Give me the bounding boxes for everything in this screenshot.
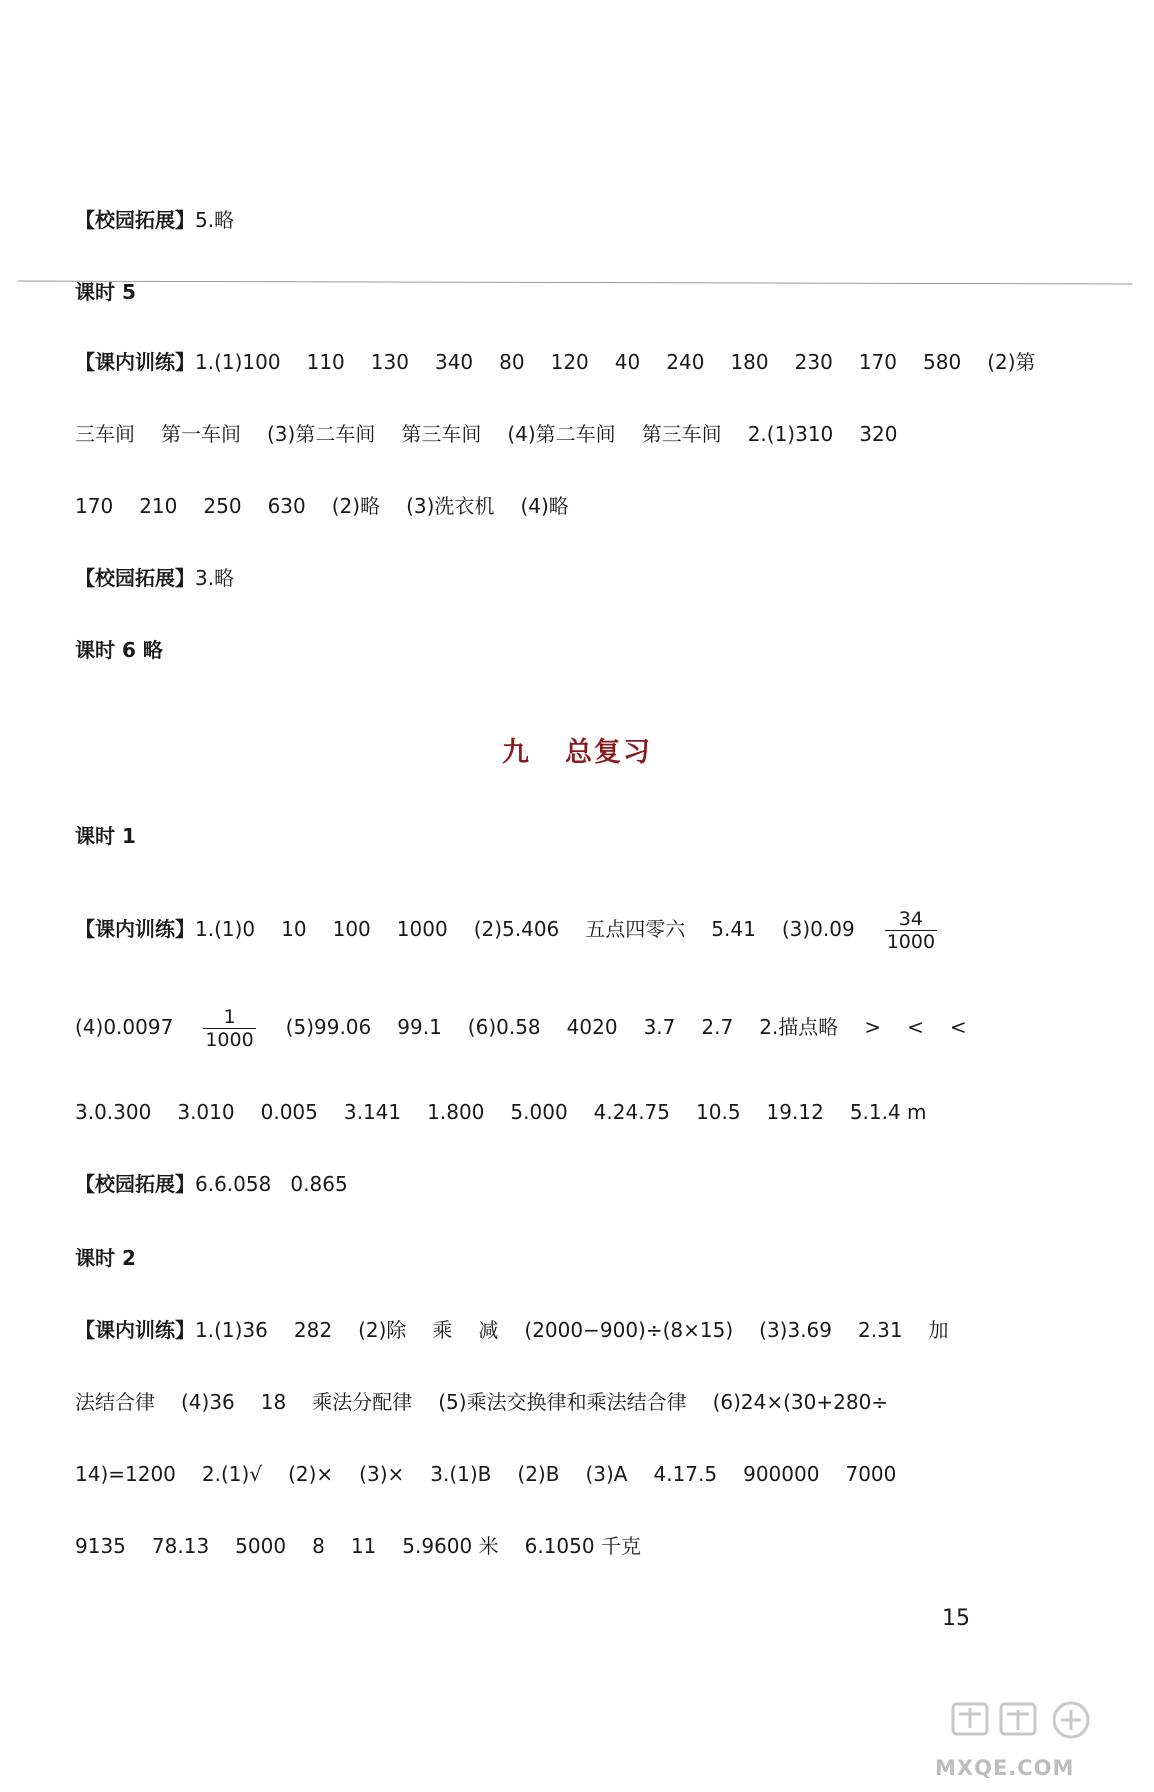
- answer-item: 5.41: [711, 917, 756, 941]
- answer-item: 1.800: [427, 1100, 485, 1124]
- answer-item: 3.010: [177, 1100, 235, 1124]
- answer-item: 7000: [845, 1462, 897, 1486]
- answer-item: 乘: [432, 1318, 453, 1342]
- answer-item: 4020: [566, 1015, 618, 1039]
- answer-item: 5.9600 米: [402, 1534, 499, 1558]
- chapter-title: 九 总复习: [502, 737, 652, 768]
- answer-item: 630: [267, 494, 306, 518]
- answer-item: 40: [614, 350, 641, 374]
- answer-item: (2000−900)÷(8×15): [524, 1318, 734, 1342]
- lesson-heading-6: 课时 6 略: [75, 638, 163, 662]
- answer-item: 180: [730, 350, 769, 374]
- answer-item: (3)洗衣机: [406, 494, 495, 518]
- answer-item: <: [907, 1015, 924, 1039]
- answer-item: 3.7: [643, 1015, 676, 1039]
- answer-item: 210: [139, 494, 178, 518]
- answer-item: 14)=1200: [75, 1462, 176, 1486]
- watermark-logo-icon: [935, 1700, 1135, 1760]
- answer-item: 78.13: [151, 1534, 210, 1558]
- answer-item: 130: [370, 350, 409, 374]
- answer-item: 5.1.4 m: [849, 1100, 927, 1124]
- answer-item: 1000: [396, 917, 448, 941]
- answer-item: 340: [434, 350, 474, 374]
- answer-item: 3.141: [343, 1100, 402, 1124]
- fraction: $\frac{34}{1000}$: [886, 908, 936, 953]
- answer-item: 减: [478, 1318, 499, 1342]
- answer-item: (3)第二车间: [267, 422, 376, 446]
- answer-item: (4)36: [181, 1390, 235, 1414]
- answer-item: 加: [928, 1318, 949, 1342]
- fraction: $\frac{1}{1000}$: [205, 1006, 254, 1051]
- answer-item: 1.(1)100: [195, 350, 281, 374]
- line-class-training-1: 【课内训练】1.(1)100 110 130 340 80 120 40 240 180 230 170 580 (2)第: [75, 350, 1036, 374]
- answer-item: 第一车间: [161, 422, 241, 446]
- answer-item: 320: [859, 422, 898, 446]
- answer-item: 170: [858, 350, 897, 374]
- answer-item: (6)0.58: [467, 1015, 541, 1039]
- answer-item: 80: [499, 350, 525, 374]
- answer-item: (2)B: [517, 1462, 560, 1486]
- answer-item: 2.7: [701, 1015, 734, 1039]
- answer-item: 0.005: [260, 1100, 318, 1124]
- answer-item: 3.0.300: [75, 1100, 152, 1124]
- answer-item: 110: [306, 350, 345, 374]
- answer-item: 9135: [75, 1534, 126, 1558]
- page-number: 15: [942, 1606, 970, 1631]
- answer-item: (2)×: [288, 1462, 334, 1486]
- line-review-7: [75, 1532, 641, 1560]
- line-review-2: (4)0.0097 $\frac{1}{1000}$ (5)99.06 99.1 (6)0.58 4020 3.7 2.7 2.描点略 > < <: [75, 1006, 967, 1051]
- answer-item: 5.000: [510, 1100, 568, 1124]
- answer-item: 1.(1)0: [195, 917, 256, 941]
- lesson-heading-2: 课时 2: [75, 1246, 136, 1270]
- line-campus-ext-1: 【校园拓展】5.略: [75, 208, 235, 232]
- answer-item: 4.17.5: [653, 1462, 718, 1486]
- answer-item: 100: [332, 917, 371, 941]
- answer-item: 三车间: [75, 422, 135, 446]
- divider-line: [18, 281, 1133, 285]
- line-class-training-2: [75, 420, 897, 448]
- answer-item: (4)略: [520, 494, 569, 518]
- answer-item: 第三车间: [641, 422, 722, 446]
- answer-item: 五点四零六: [585, 917, 686, 941]
- answer-item: 580: [923, 350, 962, 374]
- answer-item: >: [864, 1015, 882, 1039]
- answer-item: 99.1: [397, 1015, 442, 1039]
- answer-item: (2)5.406: [473, 917, 560, 941]
- answer-item: 2.31: [858, 1318, 903, 1342]
- answer-item: 6.1050 千克: [524, 1534, 641, 1558]
- answer-item: 法结合律: [75, 1390, 155, 1414]
- line-class-training-3: [75, 492, 569, 520]
- answer-item: (3)0.09: [781, 917, 855, 941]
- answer-item: <: [949, 1015, 967, 1039]
- answer-item: 8: [312, 1534, 325, 1558]
- answer-item: 10: [281, 917, 307, 941]
- line-review-6: [75, 1460, 896, 1488]
- answer-item: 2.(1)310: [747, 422, 834, 446]
- answer-item: (6)24×(30+280÷: [712, 1390, 889, 1414]
- answer-item: 2.描点略: [759, 1015, 839, 1039]
- line-campus-ext-2: 【校园拓展】3.略: [75, 566, 235, 590]
- answer-item: 18: [260, 1390, 287, 1414]
- answer-item: (5)99.06: [285, 1015, 372, 1039]
- answer-item: (3)A: [585, 1462, 628, 1486]
- answer-item: 19.12: [766, 1100, 824, 1124]
- line-review-1: 【课内训练】1.(1)0 10 100 1000 (2)5.406 五点四零六 5.41 (3)0.09 $\frac{34}{1000}$: [75, 908, 936, 953]
- answer-item: 230: [794, 350, 833, 374]
- answer-item: 170: [75, 494, 114, 518]
- answer-item: 3.(1)B: [430, 1462, 492, 1486]
- answer-item: (2)除: [358, 1318, 407, 1342]
- answer-item: 乘法分配律: [312, 1390, 413, 1414]
- watermark: MXQE.COM: [935, 1700, 1135, 1780]
- answer-item: 120: [550, 350, 589, 374]
- answer-item: (2)略: [331, 494, 381, 518]
- answer-item: 5000: [235, 1534, 287, 1558]
- answer-item: 900000: [743, 1462, 820, 1486]
- answer-item: 4.24.75: [593, 1100, 671, 1124]
- section-bracket: 【校园拓展】: [75, 208, 195, 232]
- answer-item: 240: [666, 350, 705, 374]
- answer-item: 282: [293, 1318, 333, 1342]
- answer-item: 第三车间: [401, 422, 482, 446]
- answer-item: (4)第二车间: [507, 422, 616, 446]
- lesson-heading-1: 课时 1: [75, 824, 136, 848]
- line-review-3: [75, 1098, 927, 1126]
- answer-item: 250: [203, 494, 242, 518]
- answer-item: 1.(1)36: [195, 1318, 268, 1342]
- lesson-heading-5: 课时 5: [75, 280, 136, 304]
- answer-item: (2)第: [987, 350, 1036, 374]
- line-review-5: [75, 1388, 888, 1416]
- answer-item: 2.(1)√: [201, 1462, 263, 1486]
- answer-item: (5)乘法交换律和乘法结合律: [438, 1390, 687, 1414]
- line-campus-ext-3: 【校园拓展】6.6.058 0.865: [75, 1172, 348, 1196]
- answer-item: (3)×: [359, 1462, 405, 1486]
- answer-item: 10.5: [696, 1100, 741, 1124]
- answer-item: (3)3.69: [759, 1318, 833, 1342]
- answer-item: 11: [350, 1534, 377, 1558]
- line-review-4: 【课内训练】1.(1)36 282 (2)除 乘 减 (2000−900)÷(8×15) (3)3.69 2.31 加: [75, 1318, 949, 1342]
